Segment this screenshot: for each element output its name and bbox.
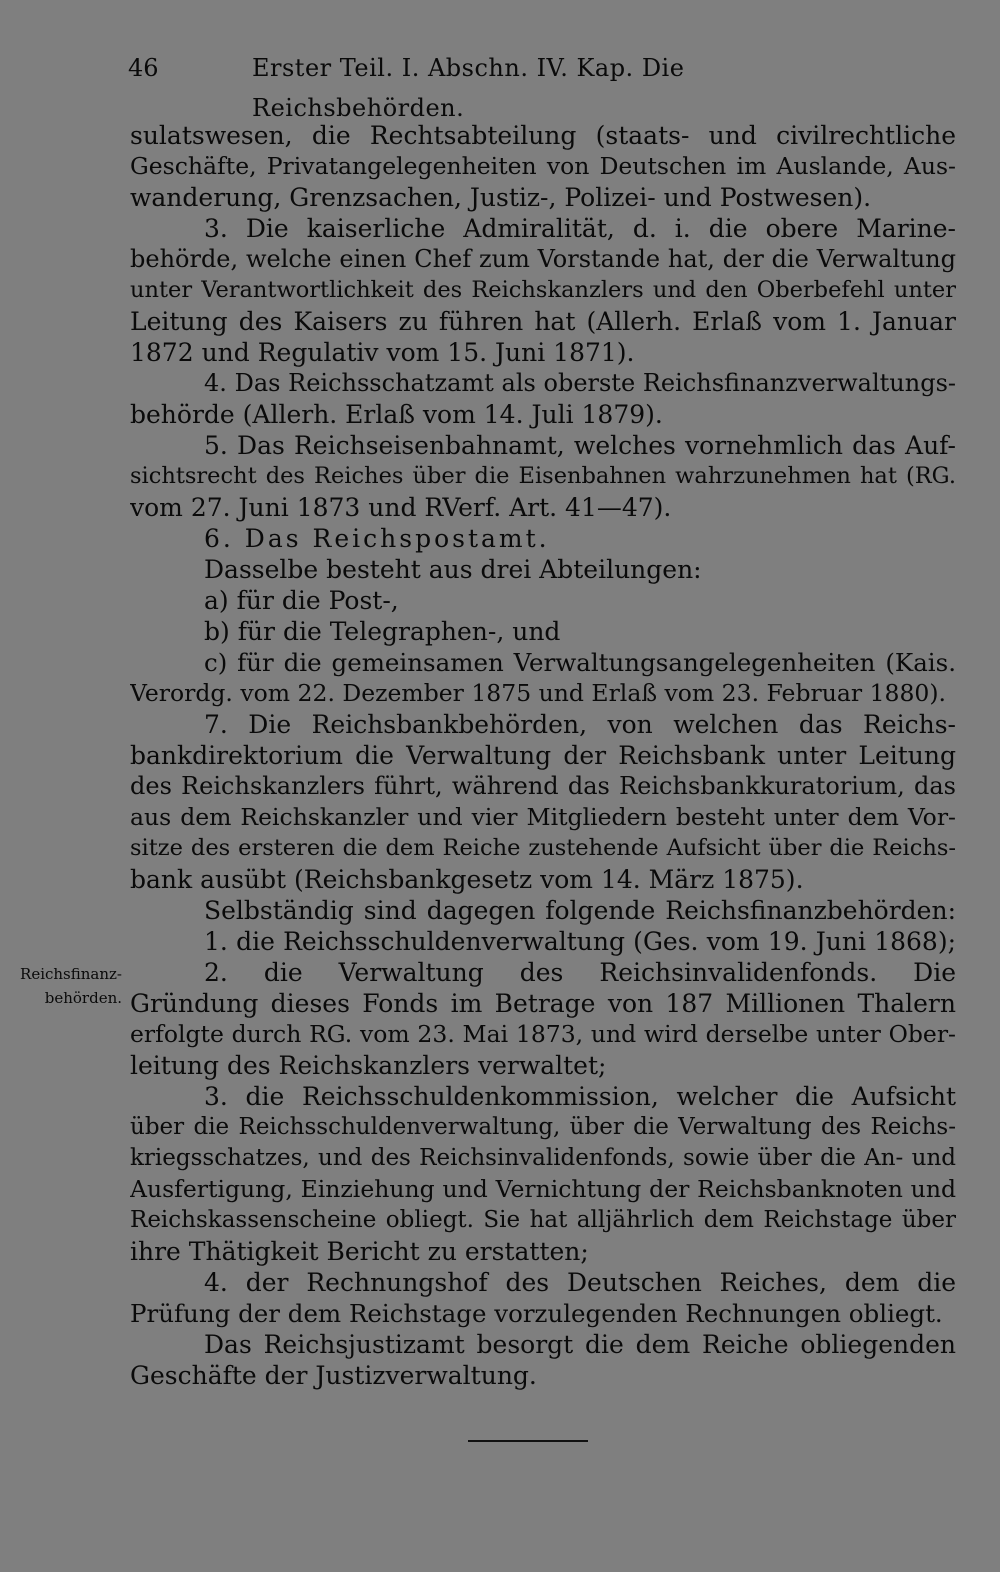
text-line: Gründung dieses Fonds im Betrage von 187 Millionen Thalern	[130, 989, 956, 1018]
text-line: 1. die Reichsschuldenverwaltung (Ges. vom 19. Juni 1868);	[204, 927, 956, 956]
text-line: Prüfung der dem Reichstage vorzulegenden Rechnungen obliegt.	[130, 1299, 943, 1328]
text-line: Ausfertigung, Einziehung und Vernichtung der Reichsbanknoten und	[130, 1175, 956, 1203]
text-line: 4. der Rechnungshof des Deutschen Reiches, dem die	[204, 1268, 956, 1297]
running-title: Erster Teil. I. Abschn. IV. Kap. Die Reichsbehörden.	[252, 54, 685, 122]
text-line: über die Reichsschuldenverwaltung, über die Verwaltung des Reichs-	[130, 1114, 956, 1140]
text-line: behörde (Allerh. Erlaß vom 14. Juli 1879).	[130, 400, 663, 429]
text-line: erfolgte durch RG. vom 23. Mai 1873, und wird derselbe unter Ober-	[130, 1020, 956, 1048]
text-line: ihre Thätigkeit Bericht zu erstatten;	[130, 1237, 589, 1266]
text-line: b) für die Telegraphen-, und	[204, 617, 561, 646]
text-line: leitung des Reichskanzlers verwaltet;	[130, 1051, 607, 1080]
text-line: c) für die gemeinsamen Verwaltungsangelegenheiten (Kais.	[204, 648, 956, 677]
text-line: 1872 und Regulativ vom 15. Juni 1871).	[130, 338, 635, 367]
text-line: 5. Das Reichseisenbahnamt, welches vornehmlich das Auf-	[204, 431, 956, 460]
text-line: bank ausübt (Reichsbankgesetz vom 14. März 1875).	[130, 865, 804, 894]
text-line: vom 27. Juni 1873 und RVerf. Art. 41—47).	[130, 493, 672, 522]
closing-rule	[468, 1440, 588, 1442]
text-line: bankdirektorium die Verwaltung der Reichsbank unter Leitung	[130, 741, 956, 770]
text-line: 3. Die kaiserliche Admiralität, d. i. die obere Marine-	[204, 214, 956, 243]
text-line: aus dem Reichskanzler und vier Mitgliedern besteht unter dem Vor-	[130, 803, 956, 831]
text-line: Geschäfte der Justizverwaltung.	[130, 1361, 537, 1390]
text-line: Leitung des Kaisers zu führen hat (Allerh. Erlaß vom 1. Januar	[130, 307, 956, 336]
text-line: Selbständig sind dagegen folgende Reichsfinanzbehörden:	[204, 896, 956, 925]
body-text	[130, 120, 956, 1391]
text-line: 2. die Verwaltung des Reichsinvalidenfonds. Die	[204, 958, 956, 987]
page-header	[128, 48, 856, 122]
text-line: behörde, welche einen Chef zum Vorstande hat, der die Verwaltung	[130, 245, 956, 273]
text-line: 4. Das Reichsschatzamt als oberste Reichsfinanzverwaltungs-	[204, 369, 956, 397]
text-line: Das Reichsjustizamt besorgt die dem Reiche obliegenden	[204, 1330, 956, 1359]
text-line: Geschäfte, Privatangelegenheiten von Deutschen im Auslande, Aus-	[130, 152, 956, 180]
text-line: 7. Die Reichsbankbehörden, von welchen das Reichs-	[204, 710, 956, 739]
text-line: Dasselbe besteht aus drei Abteilungen:	[204, 555, 702, 584]
margin-note	[10, 962, 122, 1010]
text-line: kriegsschatzes, und des Reichsinvalidenfonds, sowie über die An- und	[130, 1145, 956, 1171]
margin-note-line: Reichsfinanz-	[20, 965, 122, 983]
text-line: sulatswesen, die Rechtsabteilung (staats- und civilrechtliche	[130, 121, 956, 150]
text-line: des Reichskanzlers führt, während das Reichsbankkuratorium, das	[130, 772, 956, 800]
text-line: 6. Das Reichspostamt.	[204, 524, 550, 553]
text-line: Reichskassenscheine obliegt. Sie hat alljährlich dem Reichstage über	[130, 1207, 956, 1233]
text-line: wanderung, Grenzsachen, Justiz-, Polizei- und Postwesen).	[130, 183, 872, 212]
text-line: a) für die Post-,	[204, 586, 399, 615]
text-line: unter Verantwortlichkeit des Reichskanzlers und den Oberbefehl unter	[130, 277, 956, 303]
text-line: sitze des ersteren die dem Reiche zustehende Aufsicht über die Reichs-	[130, 835, 956, 861]
text-line: 3. die Reichsschuldenkommission, welcher die Aufsicht	[204, 1082, 956, 1111]
margin-note-line: behörden.	[44, 989, 122, 1007]
page-number: 46	[128, 54, 159, 82]
text-line: Verordg. vom 22. Dezember 1875 und Erlaß vom 23. Februar 1880).	[130, 679, 947, 707]
text-line: sichtsrecht des Reiches über die Eisenbahnen wahrzunehmen hat (RG.	[130, 463, 956, 489]
